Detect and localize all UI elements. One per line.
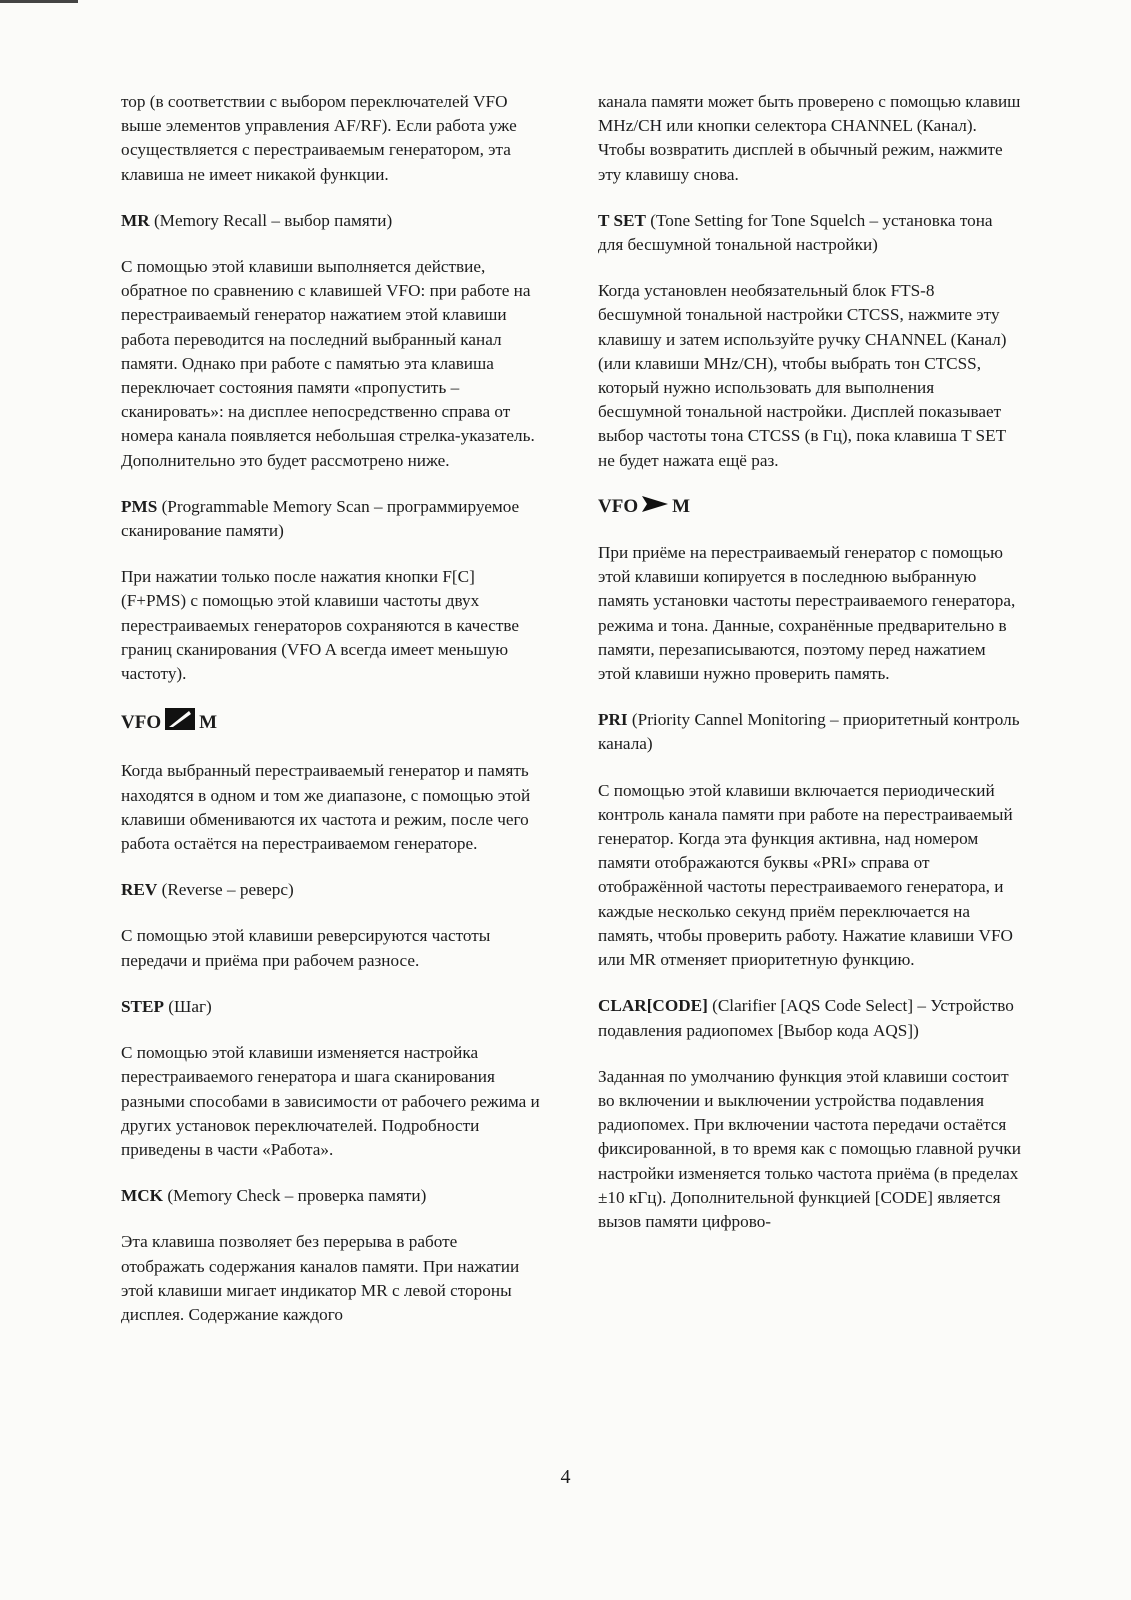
right-arrow-icon [642,495,668,519]
paragraph: канала памяти может быть проверено с помощью клавиш MHz/CH или кнопки селектора CHANNEL (Канал). Чтобы возвратить дисплей в обычный режим, нажмите эту клавишу снова. [598,92,1021,184]
paragraph: Эта клавиша позволяет без перерыва в работе отображать содержания каналов памяти. При нажатии этой клавиши мигает индикатор MR с левой стороны дисплея. Содержание каждого [121,1232,520,1324]
section-heading-vfo-m [598,495,1021,519]
key-name: VFO [598,495,639,517]
paragraph: С помощью этой клавиши включается периодический контроль канала памяти при работе на перестраиваемый генератор. Когда эта функция активна, над номером памяти отображаются буквы «PRI» справа от отображённой частоты перестраиваемого генератора, и каждые несколько секунд приём переключается на память, чтобы проверить работу. Нажатие клавиши VFO или MR отменяет приоритетную функцию. [598,780,1013,970]
key-name: MR [121,210,150,230]
key-description: (Memory Check – проверка памяти) [167,1186,427,1206]
key-name: VFO [121,711,162,733]
section-heading-step [121,995,543,1019]
paragraph: При нажатии только после нажатия кнопки F[C] (F+PMS) с помощью этой клавиши частоты двух перестраиваемых генераторов сохраняются в качестве границ сканирования (VFO A всегда имеет меньшую частоту). [121,567,520,684]
section-heading-rev [121,878,543,902]
paragraph: Заданная по умолчанию функция этой клавиши состоит во включении и выключении устройства подавления радиопомех. При включении частота передачи остаётся фиксированной, в то время как с помощью главной ручки настройки изменяется только частота приёма (в пределах ±10 кГц). Дополнительной функцией [CODE] является вызов памяти цифрово- [598,1066,1021,1231]
key-description: (Memory Recall – выбор памяти) [153,210,393,230]
key-description: (Clarifier [AQS Code Select] – Устройство подавления радиопомех [Выбор кода AQS]) [598,996,1014,1040]
key-description: (Шаг) [168,996,212,1016]
key-description: (Tone Setting for Tone Squelch – установка тона для бесшумной тональной настройки) [598,210,993,255]
right-column [598,90,1021,1256]
key-name: REV [121,880,158,900]
paragraph: С помощью этой клавиши выполняется действие, обратное по сравнению с клавишей VFO: при работе на перестраиваемый генератор нажатием этой клавиши работа переводится на последний выбранный канал памяти. Однако при работе с памятью эта клавиша переключает состояния памяти «пропустить – сканировать»: на дисплее непосредственно справа от номера канала появляется небольшая стрелка-указатель. Дополнительно это будет рассмотрено ниже. [121,257,535,470]
section-heading-clar [598,994,1021,1042]
key-name: PRI [598,710,628,730]
section-heading-mr [121,209,543,233]
paragraph: С помощью этой клавиши реверсируются частоты передачи и приёма при рабочем разносе. [121,926,491,970]
key-name: T SET [598,210,646,230]
paragraph: Когда выбранный перестраиваемый генератор и память находятся в одном и том же диапазоне, с помощью этой клавиши обмениваются их частота и режим, после чего работа остаётся на перестраиваемом генераторе. [121,761,531,854]
key-name: CLAR[CODE] [598,996,708,1016]
left-column [121,90,543,1349]
paragraph: Когда установлен необязательный блок FTS-8 бесшумной тональной настройки CTCSS, нажмите эту клавишу и затем используйте ручку CHANNEL (Канал) (или клавиши MHz/CH), чтобы выбрать тон CTCSS, который нужно использовать для выполнения бесшумной тональной настройки. Дисплей показывает выбор частоты тона CTCSS (в Гц), пока клавиша T SET не будет нажата ещё раз. [598,281,1007,470]
page-number: 4 [560,1466,571,1488]
key-name: M [199,711,218,733]
section-heading-mck [121,1184,543,1208]
section-heading-vfo-swap [121,708,543,737]
key-name: STEP [121,996,164,1016]
key-name: MCK [121,1186,164,1206]
key-name: PMS [121,496,158,516]
key-name: M [672,495,691,517]
paragraph: С помощью этой клавиши изменяется настройка перестраиваемого генератора и шага сканирования разными способами в зависимости от рабочего режима и других установок переключателей. Подробности приведены в части «Работа». [121,1043,540,1159]
key-description: (Reverse – реверс) [161,880,294,900]
key-description: (Priority Cannel Monitoring – приоритетный контроль канала) [598,710,1020,754]
key-description: (Programmable Memory Scan – программируемое сканирование памяти) [121,496,520,541]
section-heading-pri [598,708,1021,756]
section-heading-pms [121,495,543,543]
paragraph: При приёме на перестраиваемый генератор с помощью этой клавиши копируется в последнюю выбранную память установки частоты перестраиваемого генератора, режима и тона. Данные, сохранённые предварительно в памяти, перезаписываются, поэтому перед нажатием этой клавиши нужно проверить память. [598,543,1016,684]
swap-arrow-icon [165,708,195,737]
paragraph: тор (в соответствии с выбором переключателей VFO выше элементов управления AF/RF). Если работа уже осуществляется с перестраиваемым генератором, эта клавиша не имеет никакой функции. [121,92,517,184]
section-heading-tset [598,209,1021,257]
scan-artifact [0,0,78,3]
